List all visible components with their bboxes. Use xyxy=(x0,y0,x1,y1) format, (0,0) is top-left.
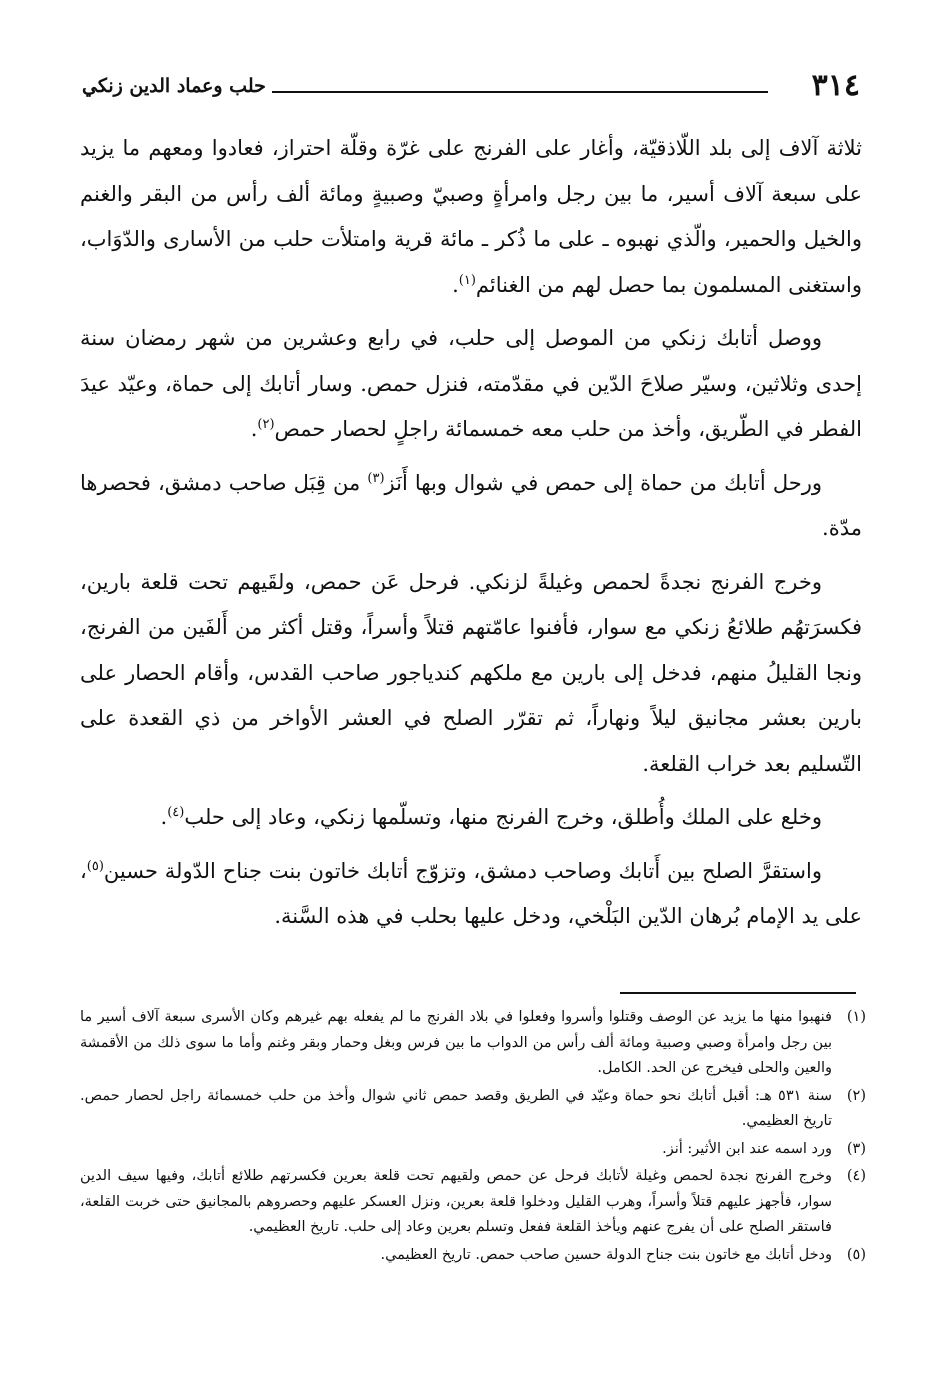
paragraph-5 xyxy=(80,795,862,841)
footnote-ref-3: (٣) xyxy=(367,470,385,486)
paragraph-2 xyxy=(80,316,862,453)
footnote-number: (٥) xyxy=(846,1246,866,1263)
paragraph-text: ورحل أتابك من حماة إلى حمص في شوال وبها أَنَز xyxy=(384,470,822,495)
paragraph-text: ثلاثة آلاف إلى بلد اللّاذقيّة، وأغار على الفرنج على غرّة وقلّة احتراز، فعادوا ومعهم ما يزيد على سبعة آلاف أسير، ما بين رجل وامرأةٍ وصبيّ وصبيةٍ ومائة ألف رأس من البقر والغنم والخيل والحمير، والّذي نهبوه ـ على ما ذُكر ـ مائة قرية وامتلأت حلب من الأسارى والدّوَاب، واستغنى المسلمون بما حصل لهم من الغنائم xyxy=(80,136,862,297)
paragraph-6 xyxy=(80,849,862,940)
footnote-text: سنة ٥٣١ هـ: أقبل أتابك نحو حماة وعيّد في الطريق وقصد حمص ثاني شوال وأخذ من حلب خمسمائة راجل لحصار حمص. تاريخ العظيمي. xyxy=(80,1087,832,1129)
footnote-number: (٣) xyxy=(846,1140,866,1157)
footnote-ref-4: (٤) xyxy=(167,805,185,820)
paragraph-text: وخلع على الملك وأُطلق، وخرج الفرنج منها، وتسلّمها زنكي، وعاد إلى حلب xyxy=(184,805,822,829)
footnote-4 xyxy=(80,1164,866,1241)
paragraph-text: من قِبَل صاحب دمشق، فحصرها مدّة. xyxy=(80,470,862,540)
footnote-5 xyxy=(80,1243,866,1269)
page-header xyxy=(82,66,860,106)
footnote-number: (٤) xyxy=(846,1168,866,1184)
footnote-1 xyxy=(80,1005,866,1082)
paragraph-end: . xyxy=(160,805,168,829)
footnote-number: (١) xyxy=(846,1009,866,1025)
paragraph-text: ، على يد الإمام بُرهان الدّين البَلْخي، ودخل عليها بحلب في هذه السَّنة. xyxy=(80,858,862,928)
page-number: ٣١٤ xyxy=(811,68,860,103)
paragraph-end: . xyxy=(250,417,258,441)
header-rule xyxy=(272,91,768,93)
paragraph-4 xyxy=(80,560,862,788)
paragraph-text: ووصل أتابك زنكي من الموصل إلى حلب، في رابع وعشرين من شهر رمضان سنة إحدى وثلاثين، وسيّر صلاحَ الدّين في مقدّمته، فنزل حمص. وسار أتابك إلى حماة، وعيّد عيدَ الفطر في الطّريق، وأخذ من حلب معه خمسمائة راجلٍ لحصار حمص xyxy=(80,326,862,441)
footnote-3 xyxy=(80,1137,866,1163)
paragraph-end: . xyxy=(452,272,459,297)
footnote-ref-5: (٥) xyxy=(86,858,104,874)
footnote-text: ورد اسمه عند ابن الأثير: أنز. xyxy=(662,1140,832,1157)
paragraph-3 xyxy=(80,461,862,552)
footnote-ref-2: (٢) xyxy=(257,417,275,432)
footnote-separator xyxy=(620,992,856,994)
footnote-2 xyxy=(80,1084,866,1135)
footnotes xyxy=(80,1005,866,1270)
paragraph-text: وخرج الفرنج نجدةً لحمص وغيلةً لزنكي. فرحل عَن حمص، ولقَيهم تحت قلعة بارين، فكسرَتهُم طلائعُ زنكي مع سوار، فأفنوا عامّتهم قتلاً وأسراً، وقتل أكثر من أَلفَين من الفرنج، ونجا القليلُ منهم، فدخل إلى بارين مع ملكهم كندياجور صاحب القدس، وأقام الحصار على بارين بعشر مجانيق ليلاً ونهاراً، ثم تقرّر الصلح في العشر الأواخر من ذي القعدة على التّسليم بعد خراب القلعة. xyxy=(80,569,862,776)
paragraph-1 xyxy=(80,126,862,308)
main-text xyxy=(80,126,862,948)
footnote-text: ودخل أتابك مع خاتون بنت جناح الدولة حسين صاحب حمص. تاريخ العظيمي. xyxy=(380,1246,832,1263)
running-title: حلب وعماد الدين زنكي xyxy=(82,75,266,97)
footnote-number: (٢) xyxy=(846,1087,866,1104)
footnote-ref-1: (١) xyxy=(458,272,476,288)
footnote-text: وخرج الفرنج نجدة لحمص وغيلة لأتابك فرحل عن حمص ولقيهم تحت قلعة بعرين فكسرتهم طلائع أتابك، وفيها سيف الدين سوار، فأجهز عليهم قتلاً وأسراً، وهرب القليل ودخلوا قلعة بعرين، ونزل العسكر عليهم وحصروهم بالمجانيق حتى خربت القلعة، فاستقر الصلح على أن يفرج عنهم ويأخذ القلعة ففعل وتسلم بعرين وعاد إلى حلب. تاريخ العظيمي. xyxy=(80,1168,832,1235)
footnote-text: فنهبوا منها ما يزيد عن الوصف وقتلوا وأسروا وفعلوا في بلاد الفرنج ما لم يفعله بهم غيرهم وكان الأسرى سبعة آلاف أسير ما بين رجل وامرأة وصبي وصبية ومائة ألف رأس من الدواب ما بين فرس وبغل وحمار وبقر وغنم وأما ما سوى ذلك من الأقمشة والعين والحلى فيخرج عن الحد. الكامل. xyxy=(80,1009,832,1076)
paragraph-text: واستقرَّ الصلح بين أَتابك وصاحب دمشق، وتزوّج أتابك خاتون بنت جناح الدّولة حسين xyxy=(103,858,822,883)
